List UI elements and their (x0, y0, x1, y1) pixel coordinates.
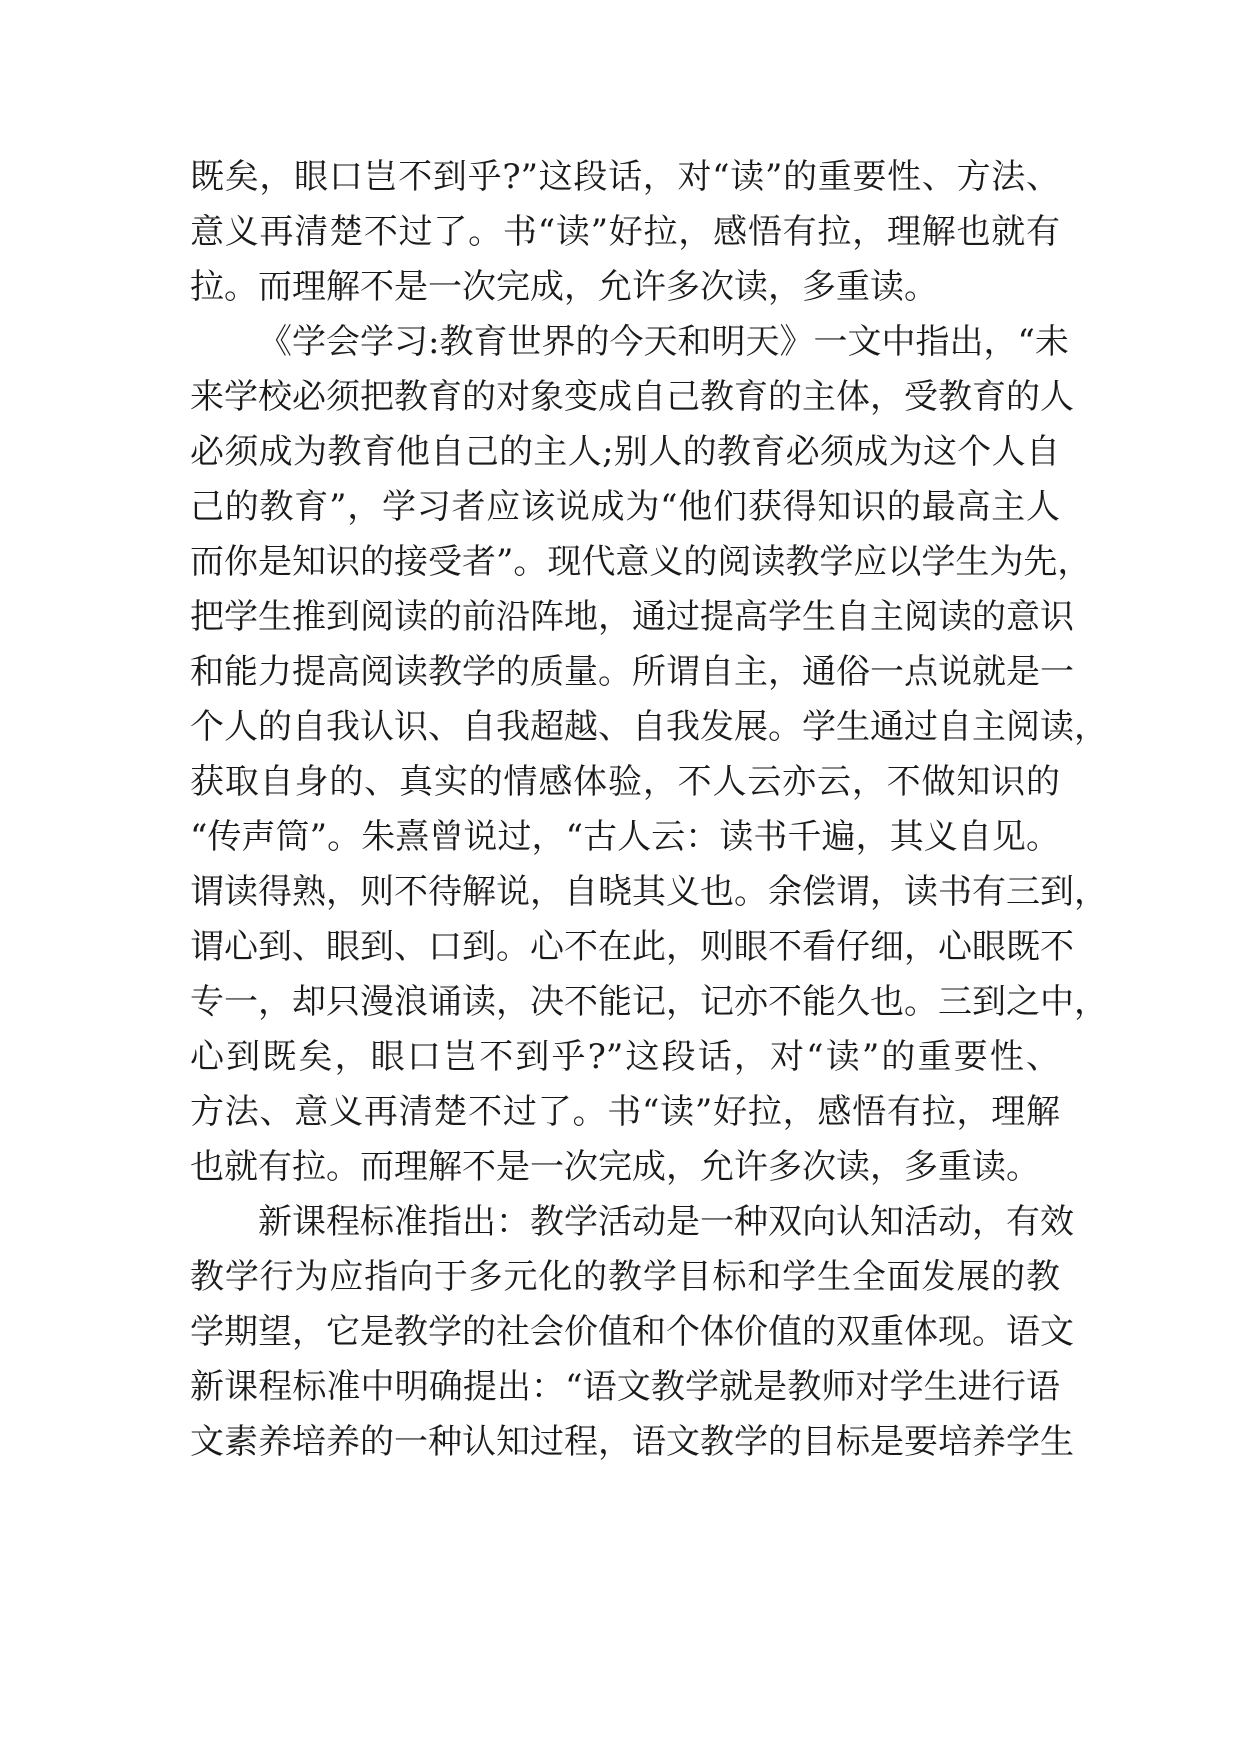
paragraph-1 (190, 150, 1060, 315)
text-line: 谓读得熟，则不待解说，自晓其义也。余偿谓，读书有三到， (190, 872, 1108, 912)
body-text (190, 150, 1108, 1470)
text-line: 心到既矣，眼口岂不到乎?”这段话，对“读”的重要性、 (190, 1037, 1060, 1077)
text-line: 新课程标准中明确提出：“语文教学就是教师对学生进行语 (190, 1367, 1060, 1407)
text-line: 和能力提高阅读教学的质量。所谓自主，通俗一点说就是一 (190, 652, 1074, 692)
text-line: 来学校必须把教育的对象变成自己教育的主体，受教育的人 (190, 377, 1074, 417)
text-line: 个人的自我认识、自我超越、自我发展。学生通过自主阅读， (190, 707, 1108, 747)
text-line: 文素养培养的一种认知过程，语文教学的目标是要培养学生 (190, 1422, 1074, 1462)
paragraph-2 (190, 315, 1108, 1195)
text-line: 学期望，它是教学的社会价值和个体价值的双重体现。语文 (190, 1312, 1074, 1352)
text-line: 新课程标准指出：教学活动是一种双向认知活动，有效 (258, 1202, 1074, 1242)
text-line: 教学行为应指向于多元化的教学目标和学生全面发展的教 (190, 1257, 1060, 1297)
text-line: 获取自身的、真实的情感体验，不人云亦云，不做知识的 (190, 762, 1060, 802)
text-line: 意义再清楚不过了。书“读”好拉，感悟有拉，理解也就有 (190, 212, 1060, 252)
text-line: 谓心到、眼到、口到。心不在此，则眼不看仔细，心眼既不 (190, 927, 1074, 967)
text-line: 专一，却只漫浪诵读，决不能记，记亦不能久也。三到之中， (190, 982, 1108, 1022)
text-line: 《学会学习:教育世界的今天和明天》一文中指出，“未 (258, 322, 1069, 362)
paragraph-3 (190, 1195, 1074, 1470)
text-line: 己的教育”，学习者应该说成为“他们获得知识的最高主人 (190, 487, 1060, 527)
text-line: 拉。而理解不是一次完成，允许多次读，多重读。 (190, 267, 938, 307)
text-line: 而你是知识的接受者”。现代意义的阅读教学应以学生为先， (190, 542, 1092, 582)
text-line: “传声筒”。朱熹曾说过，“古人云：读书千遍，其义自见。 (190, 817, 1060, 857)
text-line: 必须成为教育他自己的主人;别人的教育必须成为这个人自 (190, 432, 1060, 472)
text-line: 既矣，眼口岂不到乎?”这段话，对“读”的重要性、方法、 (190, 157, 1060, 197)
text-line: 把学生推到阅读的前沿阵地，通过提高学生自主阅读的意识 (190, 597, 1074, 637)
text-line: 也就有拉。而理解不是一次完成，允许多次读，多重读。 (190, 1147, 1040, 1187)
text-line: 方法、意义再清楚不过了。书“读”好拉，感悟有拉，理解 (190, 1092, 1060, 1132)
